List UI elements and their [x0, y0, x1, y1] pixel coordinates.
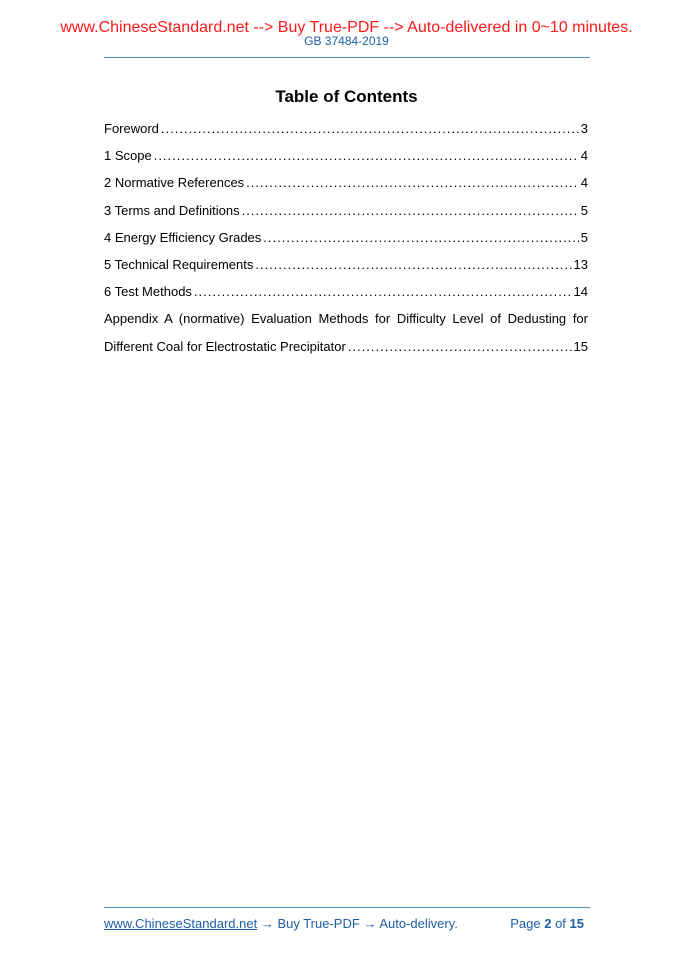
toc-entry-label: 4 Energy Efficiency Grades: [104, 229, 262, 245]
toc-entry-scope[interactable]: [104, 146, 588, 173]
toc-entry-page: 5: [580, 229, 588, 245]
toc-entry-label: 2 Normative References: [104, 175, 245, 191]
header-divider: [104, 57, 590, 58]
dot-leader: [263, 228, 578, 248]
footer-delivery-text: Auto-delivery.: [379, 916, 458, 931]
toc-entry-page: 4: [580, 175, 588, 191]
toc-entry-page: 4: [580, 148, 588, 164]
toc-entry-foreword[interactable]: [104, 119, 588, 146]
toc-entry-appendix-a[interactable]: [104, 309, 588, 336]
footer-website-link[interactable]: www.ChineseStandard.net: [104, 916, 258, 931]
toc-entry-energy-efficiency-grades[interactable]: [104, 228, 588, 255]
footer-divider: [104, 907, 590, 908]
page-label: Page: [510, 916, 541, 931]
promo-banner[interactable]: www.ChineseStandard.net --> Buy True-PDF --> Auto-delivered in 0~10 minutes.: [60, 19, 633, 36]
page-number-indicator: [510, 916, 584, 932]
dot-leader: [255, 255, 571, 275]
total-page-count: 15: [569, 916, 584, 931]
toc-title: Table of Contents: [275, 87, 418, 106]
toc-entry-label: Different Coal for Electrostatic Precipitator: [104, 338, 346, 354]
toc-entry-label: 5 Technical Requirements: [104, 256, 254, 272]
dot-leader: [194, 282, 572, 302]
toc-entry-label: Appendix A (normative) Evaluation Methods for Difficulty Level of Dedusting for: [104, 311, 588, 327]
toc-entry-page: 5: [580, 202, 588, 218]
standard-code: GB 37484-2019: [304, 34, 389, 48]
dot-leader: [348, 337, 572, 357]
toc-entry-appendix-a-continued[interactable]: [104, 337, 588, 364]
dot-leader: [242, 201, 579, 221]
arrow-right-icon: →: [257, 916, 278, 931]
footer-buy-text: Buy True-PDF: [277, 916, 360, 931]
toc-entry-page: 13: [573, 256, 588, 272]
toc-entry-label: 1 Scope: [104, 148, 152, 164]
toc-entry-test-methods[interactable]: [104, 282, 588, 309]
current-page-number: 2: [544, 916, 552, 931]
page-of-label: of: [555, 916, 566, 931]
dot-leader: [161, 119, 579, 139]
toc-entry-technical-requirements[interactable]: [104, 255, 588, 282]
toc-entry-label: 6 Test Methods: [104, 284, 192, 300]
toc-entry-label: 3 Terms and Definitions: [104, 202, 240, 218]
toc-entry-page: 14: [573, 284, 588, 300]
toc-entry-terms-definitions[interactable]: [104, 201, 588, 228]
toc-entry-label: Foreword: [104, 121, 159, 136]
table-of-contents: [104, 119, 588, 364]
dot-leader: [154, 146, 579, 166]
dot-leader: [246, 173, 579, 193]
toc-entry-page: 15: [573, 338, 588, 354]
arrow-right-icon: →: [359, 916, 380, 931]
toc-entry-normative-references[interactable]: [104, 173, 588, 200]
toc-entry-page: 3: [580, 121, 588, 136]
footer-promo: [104, 916, 458, 932]
